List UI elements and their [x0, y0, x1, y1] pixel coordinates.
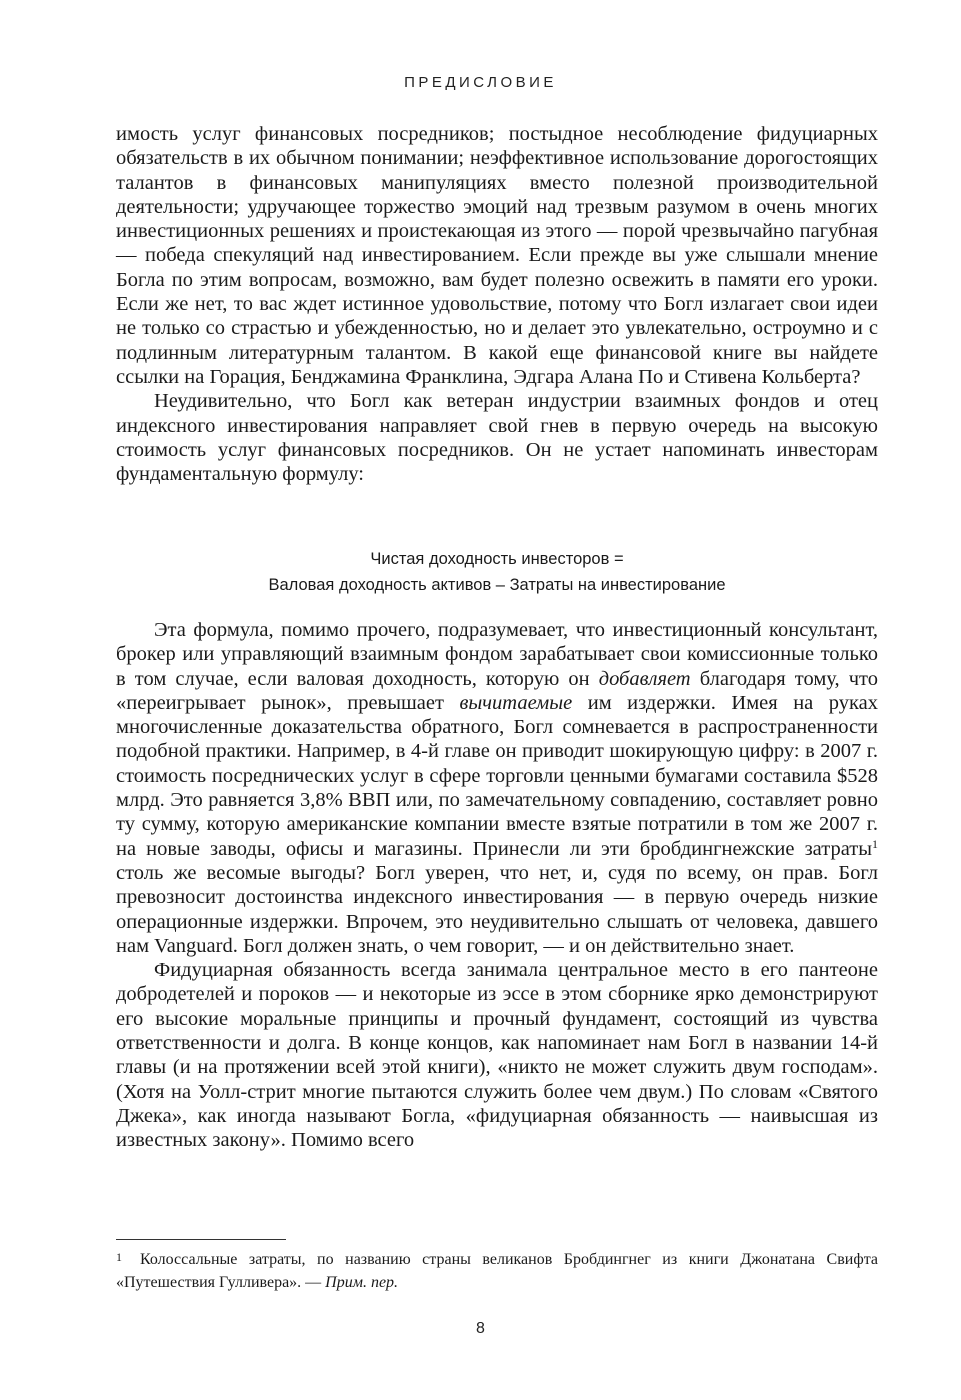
paragraph-text-part: Эта формула, помимо прочего, подразумевает, что инвестиционный консультант, брокер или управляющий взаимным фондом зарабатывает свои комиссионные только в том случае, если валовая доходность, которую он — [116, 619, 878, 690]
paragraph-formula-intro: Неудивительно, что Богл как ветеран индустрии взаимных фондов и отец индексного инвестирования направляет свой гнев в первую очередь на высокую стоимость услуг финансовых посредников. Он не устает напоминать инвесторам фундаментальную формулу: — [116, 390, 878, 486]
paragraph-text-part: им издержки. Имея на руках многочисленные доказательства обратного, Богл сомневается в распространенности подобной практики. Например, в 4-й главе он приводит шокирующую цифру: в 2007 г. стоимость посреднических услуг в сфере торговли ценными бумагами составила $528 млрд. Это равняется 3,8% ВВП или, по замечательному совпадению, составляет ровно ту сумму, которую американские компании вместе взятые потратили в том же 2007 г. на новые заводы, офисы и магазины. Принесли ли эти бробдингнежские затраты — [116, 691, 878, 860]
paragraph-text-part: столь же весомые выгоды? Богл уверен, что нет, и, судя по всему, он прав. Богл превозносит достоинства индексного инвестирования — в первую очередь низкие операционные издержки. Впрочем, это неудивительно слышать от человека, давшего нам Vanguard. Богл должен знать, о чем говорит, — и он действительно знает. — [116, 861, 878, 957]
footnote-text: Колоссальные затраты, по названию страны великанов Бробдингнег из книги Джонатана Свифта «Путешествия Гулливера». — — [116, 1251, 878, 1291]
paragraph-text-part: благодаря тому, что «переигрывает рынок», превышает — [116, 667, 878, 714]
footnote — [116, 1246, 878, 1294]
footnote-reference[interactable]: 1 — [872, 836, 878, 851]
emphasis-adds: добавляет — [598, 667, 691, 690]
emphasis-subtracted: вычитаемые — [459, 691, 573, 714]
paragraph-formula-explanation — [116, 618, 878, 958]
text-block-lower — [116, 618, 878, 1153]
page-number: 8 — [476, 1320, 485, 1337]
footnote-number: 1 — [116, 1250, 122, 1264]
footnote-translator-note: Прим. пер. — [325, 1273, 399, 1291]
footnote-divider — [116, 1239, 286, 1240]
formula-line-1: Чистая доходность инвесторов = — [370, 550, 624, 568]
formula-line-2: Валовая доходность активов – Затраты на инвестирование — [268, 576, 726, 594]
formula-block — [116, 546, 878, 598]
text-block-upper — [116, 122, 878, 486]
running-title: ПРЕДИСЛОВИЕ — [404, 74, 557, 91]
paragraph-continued: имость услуг финансовых посредников; постыдное несоблюдение фидуциарных обязательств в их обычном понимании; неэффективное использование дорогостоящих талантов в финансовых манипуляциях вместо полезной производительной деятельности; удручающее торжество эмоций над трезвым разумом в очень многих инвестиционных решениях и проистекающая из этого — порой чрезвычайно пагубная — победа спекуляций над инвестированием. Если прежде вы уже слышали мнение Богла по этим вопросам, возможно, вам будет полезно освежить в памяти его уроки. Если же нет, то вас ждет истинное удовольствие, потому что Богл излагает свои идеи не только со страстью и убежденностью, но и делает это увлекательно, остроумно и с подлинным литературным талантом. В какой еще финансовой книге вы найдете ссылки на Горация, Бенджамина Франклина, Эдгара Алана По и Стивена Кольберта? — [116, 123, 878, 388]
paragraph-fiduciary-duty: Фидуциарная обязанность всегда занимала центральное место в его пантеоне добродетелей и пороков — и некоторые из эссе в этом сборнике ярко демонстрируют его высокие моральные принципы и прочный фундамент, состоящий из чувства ответственности и долга. В конце концов, как напоминает нам Богл в названии 14-й главы (и на протяжении всей этой книги), «никто не может служить двум господам». (Хотя на Уолл-стрит многие пытаются служить более чем двум.) По словам «Святого Джека», как иногда называют Богла, «фидуциарная обязанность — наивысшая из известных закону». Помимо всего — [116, 959, 878, 1152]
